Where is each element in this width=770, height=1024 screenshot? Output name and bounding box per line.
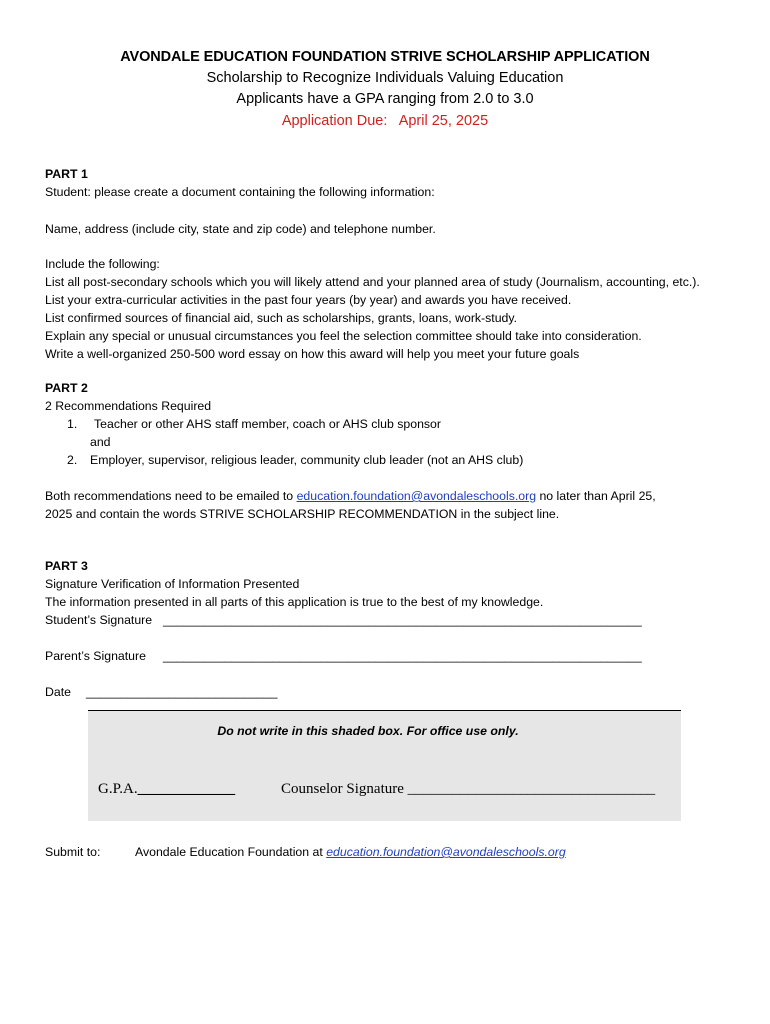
submit-label: Submit to: (45, 845, 101, 859)
due-date: Application Due: April 25, 2025 (281, 113, 489, 129)
submit-line (135, 844, 566, 860)
submit-email-link[interactable]: education.foundation@avondaleschools.org (326, 845, 566, 859)
counselor-signature-field[interactable] (281, 781, 655, 797)
office-use-note: Do not write in this shaded box. For office use only. (217, 724, 519, 738)
parent-signature-label: Parent’s Signature (45, 649, 146, 663)
counselor-signature-label: Counselor Signature (281, 781, 404, 797)
part3-line2: The information presented in all parts of this application is true to the best of my knowledge. (45, 595, 544, 609)
subtitle-scholarship: Scholarship to Recognize Individuals Valuing Education (206, 70, 564, 86)
part2-intro: 2 Recommendations Required (45, 399, 212, 413)
part1-item: Write a well-organized 250-500 word essay on how this award will help you meet your future goals (45, 347, 580, 361)
recommendation-subject-line: 2025 and contain the words STRIVE SCHOLARSHIP RECOMMENDATION in the subject line. (45, 507, 560, 521)
part1-include: Include the following: (45, 257, 160, 271)
gpa-field[interactable] (98, 781, 235, 797)
date-label: Date (45, 685, 71, 699)
foundation-email-link[interactable]: education.foundation@avondaleschools.org (296, 489, 537, 503)
gpa-label: G.P.A. (98, 781, 138, 797)
student-signature-field[interactable]: ______________________________________________________________________ (163, 613, 642, 627)
page-title: AVONDALE EDUCATION FOUNDATION STRIVE SCHOLARSHIP APPLICATION (120, 49, 650, 65)
subtitle-gpa: Applicants have a GPA ranging from 2.0 to 3.0 (236, 91, 534, 107)
recommendation-email-line (45, 488, 656, 504)
part1-name-line: Name, address (include city, state and zip code) and telephone number. (45, 222, 436, 236)
part3-heading: PART 3 (45, 559, 88, 573)
part1-item: List all post-secondary schools which you will likely attend and your planned area of study (Journalism, accounting, etc.). (45, 275, 700, 289)
part1-item: Explain any special or unusual circumstances you feel the selection committee should take into consideration. (45, 329, 642, 343)
rec2-number: 2. (67, 453, 78, 467)
part3-line1: Signature Verification of Information Presented (45, 577, 300, 591)
part2-heading: PART 2 (45, 381, 88, 395)
part1-heading: PART 1 (45, 167, 88, 181)
email-post-text: no later than April 25, (536, 489, 656, 503)
rec2-text: Employer, supervisor, religious leader, community club leader (not an AHS club) (90, 453, 524, 467)
rec1-number: 1. (67, 417, 78, 431)
submit-text: Avondale Education Foundation at (135, 845, 327, 859)
student-signature-label: Student’s Signature (45, 613, 153, 627)
part1-item: List confirmed sources of financial aid, such as scholarships, grants, loans, work-study. (45, 311, 518, 325)
gpa-blank[interactable]: _____________ (137, 781, 236, 797)
email-pre-text: Both recommendations need to be emailed to (45, 489, 297, 503)
date-field[interactable]: ____________________________ (86, 685, 278, 699)
counselor-signature-blank[interactable]: _________________________________ (407, 781, 656, 797)
rec-and: and (90, 435, 111, 449)
rec1-text: Teacher or other AHS staff member, coach or AHS club sponsor (94, 417, 441, 431)
part1-intro: Student: please create a document containing the following information: (45, 185, 435, 199)
parent-signature-field[interactable]: ______________________________________________________________________ (163, 649, 642, 663)
part1-item: List your extra-curricular activities in the past four years (by year) and awards you have received. (45, 293, 572, 307)
